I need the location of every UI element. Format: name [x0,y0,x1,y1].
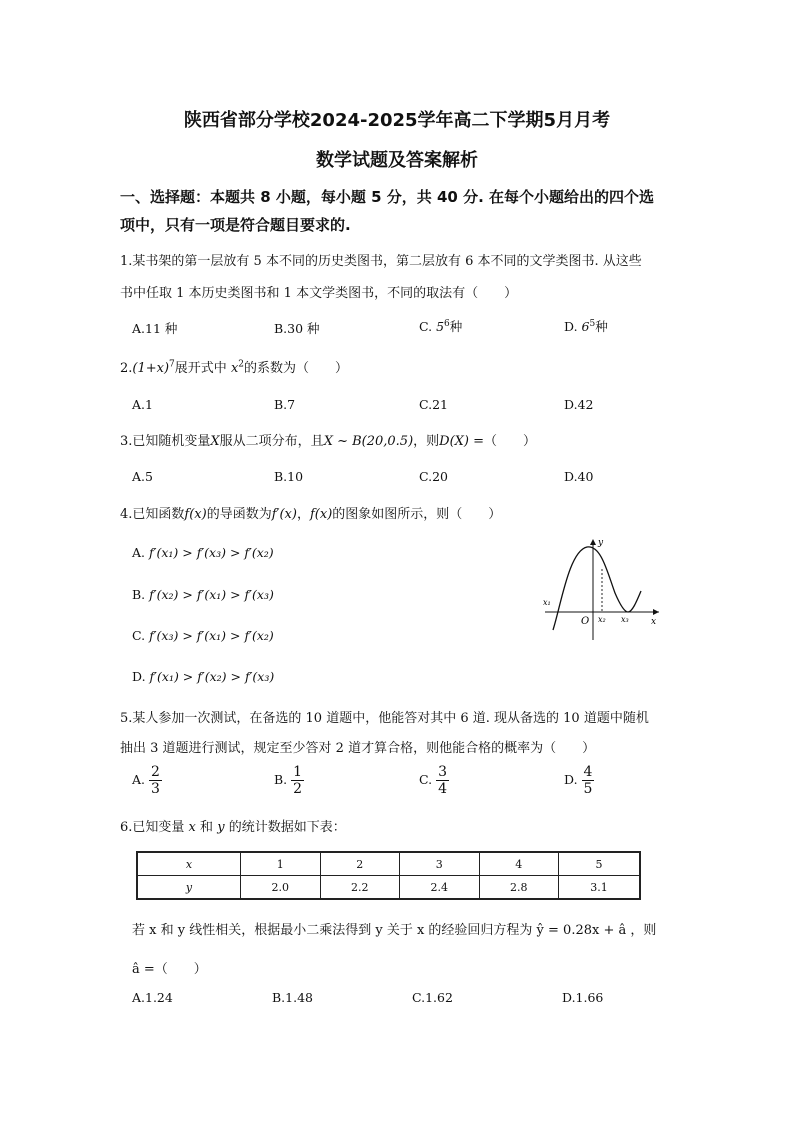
table-cell: 2 [320,852,400,876]
table-cell: 2.8 [479,876,559,900]
statistics-table [136,851,641,900]
q5-line1: 5.某人参加一次测试，在备选的 10 道题中，他能答对其中 6 道. 现从备选的 10 道题中随机 [120,711,649,726]
q5-option-b: B. $\frac{1}{2}$ [274,764,303,797]
q4-option-a: A. f′(x₁) > f′(x₃) > f′(x₂) [132,545,274,560]
q6-line2: 若 x 和 y 线性相关，根据最小二乘法得到 y 关于 x 的经验回归方程为 ŷ = 0.28x + â ，则 [132,923,657,938]
page-subtitle: 数学试题及答案解析 [316,150,478,171]
q1-line1: 1.某书架的第一层放有 5 本不同的历史类图书，第二层放有 6 本不同的文学类图书. 从这些 [120,254,642,269]
q1-line2: 书中任取 1 本历史类图书和 1 本文学类图书，不同的取法有（ ） [120,286,518,301]
q6-option-b: B.1.48 [272,990,313,1005]
q3-option-d: D.40 [564,469,594,484]
q2-option-c: C.21 [419,397,448,412]
table-cell: x [137,852,241,876]
origin-label: O [581,616,590,627]
table-cell: 3 [400,852,480,876]
page-title: 陕西省部分学校2024-2025学年高二下学期5月月考 [183,110,611,131]
q6-option-c: C.1.62 [412,990,453,1005]
q5-option-c: C. $\frac{3}{4}$ [419,764,447,797]
table-cell: y [137,876,241,900]
q6-line3: â =（ ） [132,962,207,977]
table-cell: 2.2 [320,876,400,900]
q1-option-b: B.30 种 [274,321,320,336]
q1-option-c: C. $5^6$种 [419,318,463,334]
table-cell: 5 [559,852,641,876]
y-axis-label: y [598,538,604,548]
q3-option-b: B.10 [274,469,304,484]
x-axis-arrow-icon [653,609,659,615]
q4-option-d: D. f′(x₁) > f′(x₂) > f′(x₃) [132,669,275,684]
q4-option-b: B. f′(x₂) > f′(x₁) > f′(x₃) [132,587,274,602]
x2-label: x₂ [598,615,606,624]
q2-option-b: B.7 [274,397,296,412]
q6-line1: 6.已知变量 x 和 y 的统计数据如下表： [120,820,346,835]
q1-option-d: D. $6^5$种 [564,318,608,334]
q5-option-d: D. $\frac{4}{5}$ [564,764,593,797]
q2-option-d: D.42 [564,397,594,412]
table-cell: 3.1 [559,876,641,900]
q5-option-a: A. $\frac{2}{3}$ [132,764,160,797]
table-cell: 2.4 [400,876,480,900]
q6-option-a: A.1.24 [132,990,173,1005]
q3-stem: 3.已知随机变量X服从二项分布，且X ~ B(20,0.5)，则D(X) =（ ） [120,434,537,449]
table-cell: 4 [479,852,559,876]
table-cell: 1 [241,852,321,876]
table-cell: 2.0 [241,876,321,900]
q2-option-a: A.1 [132,397,153,412]
section-heading-line1: 一、选择题：本题共 8 小题，每小题 5 分，共 40 分. 在每个小题给出的四个选 [120,188,655,206]
section-heading-line2: 项中，只有一项是符合题目要求的. [120,216,351,234]
y-axis-arrow-icon [590,539,596,545]
q5-line2: 抽出 3 道题进行测试，规定至少答对 2 道才算合格，则他能合格的概率为（ ） [120,741,596,756]
q4-option-c: C. f′(x₃) > f′(x₁) > f′(x₂) [132,628,274,643]
q3-option-a: A.5 [132,469,153,484]
x1-label: x₁ [543,598,551,607]
x-axis-label: x [651,617,657,627]
table-row-y [137,876,640,900]
q4-stem: 4.已知函数f(x)的导函数为f′(x)，f(x)的图象如图所示，则（ ） [120,507,502,522]
table-row-x [137,852,640,876]
q4-function-graph [535,535,665,645]
q6-option-d: D.1.66 [562,990,604,1005]
q2-stem: $2.(1+x)^7$展开式中 $x^2$的系数为（ ） [120,359,349,376]
q3-option-c: C.20 [419,469,448,484]
q1-option-a: A.11 种 [132,321,178,336]
x3-label: x₃ [621,615,629,624]
